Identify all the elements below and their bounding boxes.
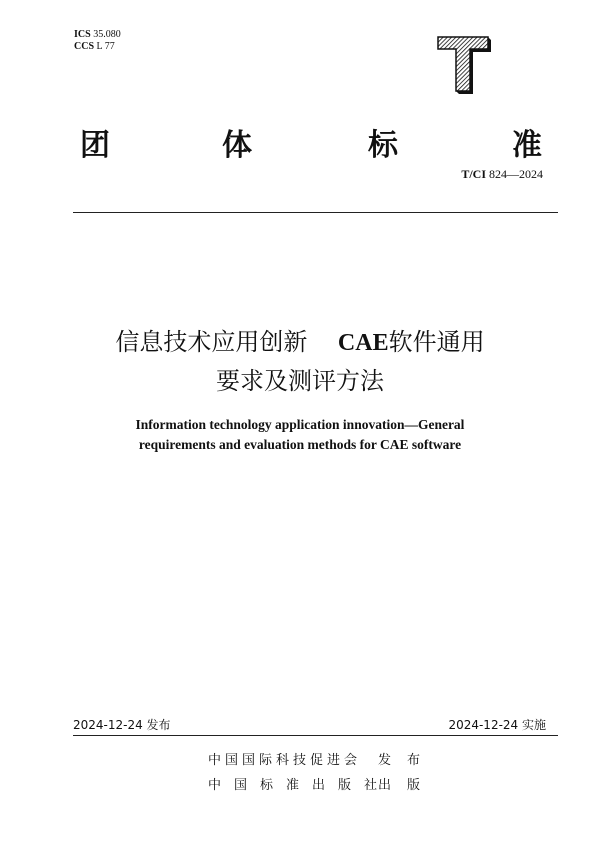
classification-codes <box>74 29 121 53</box>
doc-type-char: 团 <box>80 128 110 163</box>
ccs-code: L 77 <box>96 41 115 52</box>
t-logo-icon <box>434 33 492 95</box>
ics-label: ICS <box>74 29 91 40</box>
standard-code: 824—2024 <box>489 167 543 181</box>
doc-type-char: 体 <box>222 128 252 163</box>
publisher-action: 出版 <box>378 778 437 793</box>
cn-title-latin: CAE <box>337 330 389 356</box>
cn-title-line2: 要求及测评方法 <box>216 367 384 395</box>
en-title-line1: Information technology application innovation—General <box>135 417 465 432</box>
cn-title-part2: 软件通用 <box>388 328 485 356</box>
issuer-name: 中国国际科技促进会 <box>208 753 362 768</box>
chinese-title <box>0 323 600 400</box>
implementation-date: 2024-12-24 实施 <box>448 718 546 732</box>
ics-code: 35.080 <box>93 29 121 40</box>
release-date: 2024-12-24 发布 <box>73 718 171 732</box>
ccs-label: CCS <box>74 41 95 52</box>
doc-type-char: 标 <box>368 128 398 163</box>
standard-number <box>461 167 543 182</box>
en-title-line2: requirements and evaluation methods for CAE software <box>138 437 462 452</box>
header-divider <box>73 212 558 213</box>
publisher-name: 中国标准出版社 <box>208 778 391 793</box>
standard-prefix: T/CI <box>461 167 486 181</box>
issuer-action: 发布 <box>378 753 437 768</box>
doc-type-char: 准 <box>512 128 542 163</box>
english-title <box>0 415 600 455</box>
footer-divider <box>73 735 558 736</box>
cn-title-part1: 信息技术应用创新 <box>115 328 308 356</box>
